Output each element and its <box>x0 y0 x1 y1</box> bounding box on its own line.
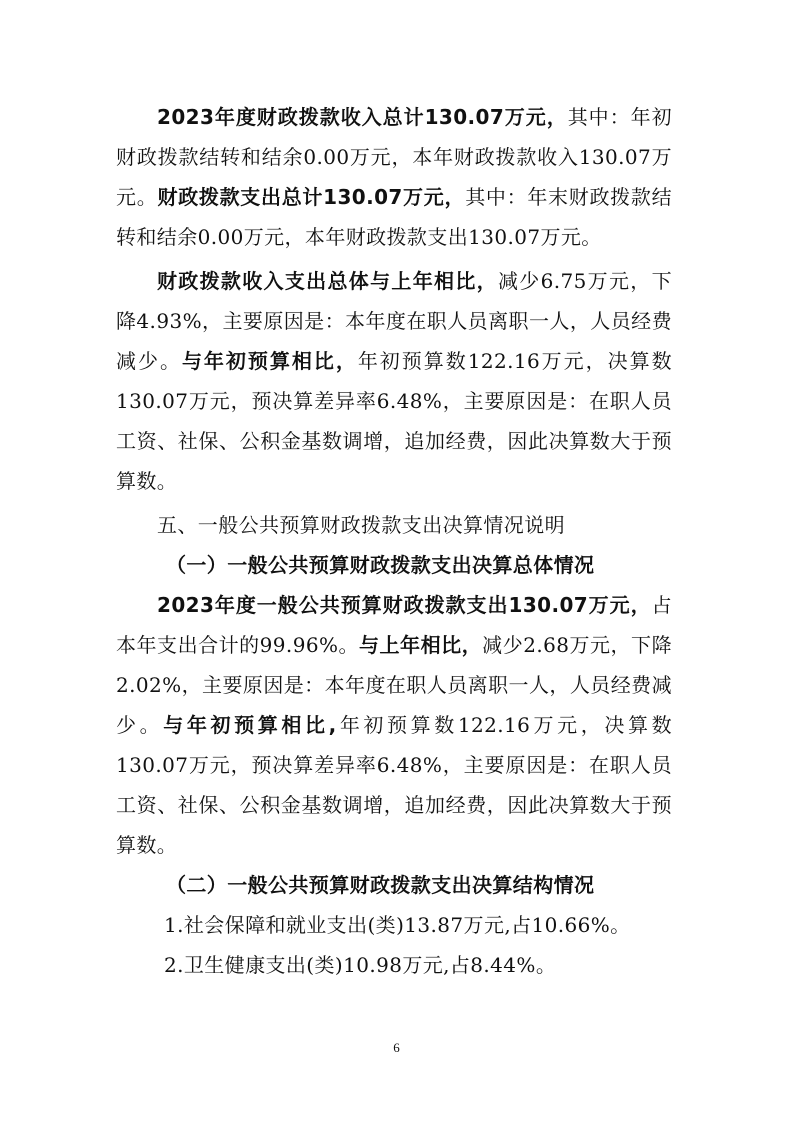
list-item: 1.社会保障和就业支出(类)13.87万元,占10.66%。 <box>164 913 631 937</box>
fiscal-income-detail: 其中：年初财政拨款结转和结余0.00万元，本年财政拨款收入130.07万元。 <box>116 105 673 209</box>
paragraph-fiscal-totals <box>116 97 672 257</box>
comparison-previous-year-lead: 财政拨款收入支出总体与上年相比， <box>157 269 498 293</box>
comparison-previous-year-detail: 减少6.75万元，下降4.93%，主要原因是：本年度在职人员离职一人，人员经费减少。 <box>116 269 673 373</box>
list-item: 2.卫生健康支出(类)10.98万元,占8.44%。 <box>164 953 557 977</box>
page-number: 6 <box>393 1040 400 1055</box>
paragraph-general-budget-overview <box>116 585 672 865</box>
page-body <box>116 97 672 985</box>
section-five-heading: 五、一般公共预算财政拨款支出决算情况说明 <box>157 513 565 537</box>
comparison-budget-lead: 与年初预算相比， <box>181 349 358 373</box>
general-budget-expense-total: 2023年度一般公共预算财政拨款支出130.07万元， <box>157 593 652 617</box>
fiscal-income-total: 2023年度财政拨款收入总计130.07万元， <box>157 105 568 129</box>
fiscal-expense-total: 财政拨款支出总计130.07万元， <box>157 185 466 209</box>
general-budget-initial-lead: 与年初预算相比, <box>163 713 337 737</box>
general-budget-prev-year-lead: 与上年相比， <box>359 633 483 657</box>
paragraph-year-comparison <box>116 261 672 501</box>
general-budget-prev-year-detail: 减少2.68万元，下降2.02%，主要原因是：本年度在职人员离职一人，人员经费减少。 <box>116 633 672 737</box>
general-budget-initial-detail: 年初预算数122.16万元，决算数130.07万元，预决算差异率6.48%，主要原因是：在职人员工资、社保、公积金基数调增，追加经费，因此决算数大于预算数。 <box>116 713 672 857</box>
comparison-budget-detail: 年初预算数122.16万元，决算数130.07万元，预决算差异率6.48%，主要原因是：在职人员工资、社保、公积金基数调增，追加经费，因此决算数大于预算数。 <box>116 349 672 493</box>
subsection-one-heading: （一）一般公共预算财政拨款支出决算总体情况 <box>166 553 595 577</box>
fiscal-expense-detail: 其中：年末财政拨款结转和结余0.00万元，本年财政拨款支出130.07万元。 <box>116 185 673 249</box>
subsection-two-heading: （二）一般公共预算财政拨款支出决算结构情况 <box>166 873 595 897</box>
general-budget-share: 占本年支出合计的99.96%。 <box>116 593 672 657</box>
